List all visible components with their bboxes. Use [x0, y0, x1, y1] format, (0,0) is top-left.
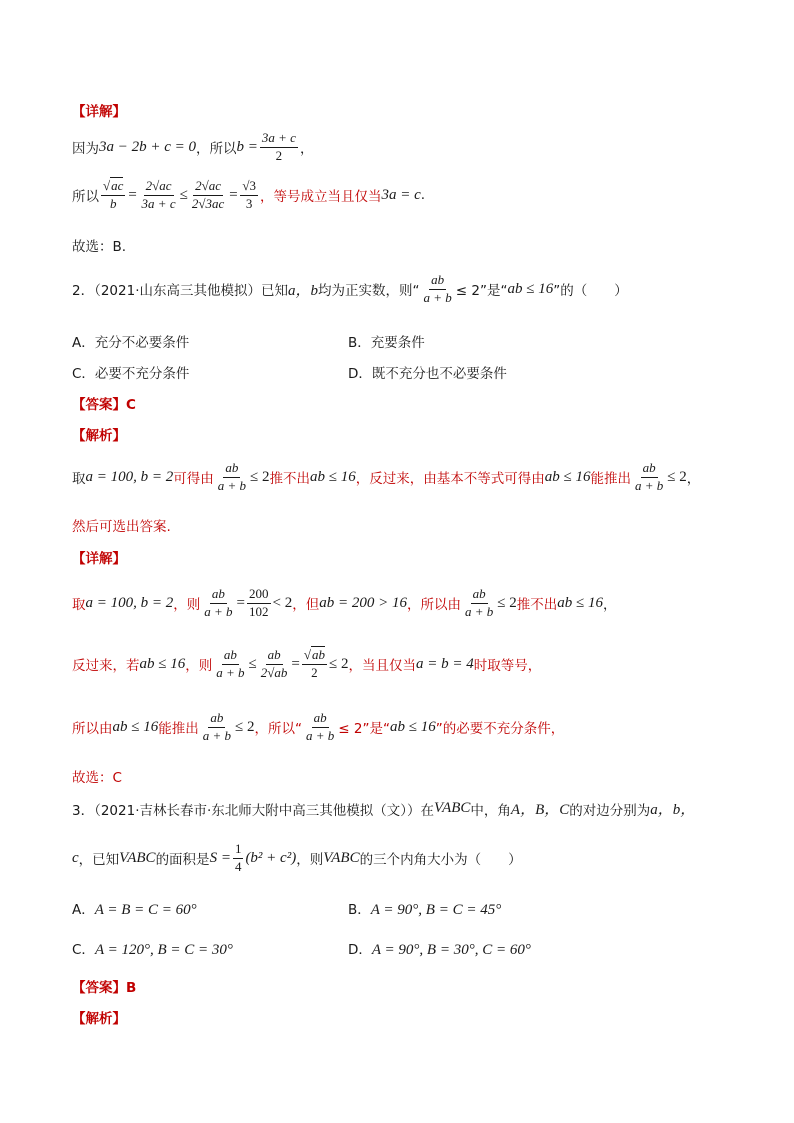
equation: ≤ 2: [250, 468, 270, 485]
equation: ab ≤ 16: [507, 280, 554, 297]
equation: ab ≤ 16: [544, 468, 591, 485]
text: .: [420, 187, 426, 204]
denominator: 3: [245, 195, 253, 211]
equation: ab = 200 > 16: [319, 594, 407, 611]
triangle: VABC: [434, 800, 471, 816]
fraction: [247, 587, 271, 620]
option-b: B．充要条件: [348, 335, 425, 351]
detail-tag: 【详解】: [72, 551, 126, 567]
numerator: ab: [222, 648, 239, 665]
solution-line-1: [72, 131, 313, 164]
triangle: VABC: [119, 849, 156, 866]
detail-tag: 【详解】: [72, 104, 126, 120]
analysis-line-2: [72, 515, 171, 535]
equation: ab ≤ 16: [112, 718, 159, 735]
text: 可得由: [173, 471, 214, 488]
detail-line-2: [72, 648, 541, 681]
denominator: 2√ab: [260, 664, 288, 680]
operator: =: [228, 186, 239, 203]
numerator: 2√ac: [193, 179, 223, 196]
text: 3．（2021·吉林长春市·东北师大附中高三其他模拟（文））在: [72, 802, 435, 819]
option-letter: A．: [72, 902, 95, 918]
variables: A，B，C: [510, 802, 570, 818]
text: ，则: [185, 658, 213, 675]
operator: =: [127, 186, 138, 203]
sqrt-content: ab: [312, 647, 325, 662]
text: ，: [602, 597, 617, 614]
text: ”的（ ）: [553, 283, 628, 300]
fraction: [202, 587, 234, 620]
numerator: 3a + c: [260, 131, 298, 148]
text: 的三个内角大小为（ ）: [359, 852, 522, 869]
fraction: [302, 648, 327, 681]
question-3-stem-2: [72, 842, 522, 875]
numerator: ab: [312, 711, 329, 728]
option-text: A = 90°, B = 30°, C = 60°: [371, 942, 531, 958]
option-text: A = B = C = 60°: [94, 902, 197, 918]
text: 取: [72, 471, 86, 488]
fraction: [190, 179, 226, 212]
numerator: 2√ac: [144, 179, 174, 196]
text: ”的必要不充分条件，: [435, 721, 565, 738]
text: 的对边分别为: [569, 802, 651, 819]
text: ，但: [292, 597, 320, 614]
denominator: b: [109, 195, 117, 211]
option-c: [72, 938, 233, 959]
text: ，则: [173, 597, 201, 614]
text: ，则: [296, 852, 324, 869]
operator: ≤: [248, 655, 257, 672]
text: 推不出: [516, 597, 558, 614]
denominator: a + b: [464, 603, 494, 619]
text: ，所以由: [406, 597, 461, 614]
numerator: √3: [240, 179, 258, 196]
analysis-tag: 【解析】: [72, 428, 126, 444]
variable: c: [72, 849, 79, 866]
denominator: a + b: [306, 727, 335, 743]
denominator: 2: [275, 147, 283, 163]
option-d: [348, 938, 531, 959]
numerator: ab: [208, 711, 225, 728]
question-3-stem-1: [72, 798, 695, 819]
denominator: a + b: [423, 289, 452, 305]
fraction: [140, 179, 178, 212]
option-a: A．充分不必要条件: [72, 335, 190, 351]
option-letter: D．: [348, 942, 372, 958]
equation: ab ≤ 16: [389, 718, 436, 735]
operator: =: [291, 655, 300, 672]
denominator: 2: [311, 664, 318, 680]
denominator: 3a + c: [141, 195, 176, 211]
equation: S =: [209, 849, 231, 866]
numerator: ab: [471, 587, 488, 604]
denominator: a + b: [202, 727, 232, 743]
denominator: 102: [249, 603, 269, 619]
equation: a = b = 4: [415, 655, 474, 672]
answer-choice-line: [72, 235, 126, 255]
text: ，当且仅当: [348, 658, 416, 675]
text: 推不出: [269, 471, 311, 488]
fraction: [463, 587, 495, 620]
answer-line: [72, 393, 136, 413]
answer-tag: 【答案】B: [72, 980, 137, 996]
equation: a = 100, b = 2: [85, 468, 174, 485]
text: ，所以“: [254, 721, 302, 738]
operator: ≤: [179, 186, 188, 203]
sqrt-content: ac: [111, 178, 124, 193]
fraction: [259, 648, 290, 681]
equation: ≤ 2: [329, 655, 349, 672]
analysis-tag: 【解析】: [72, 1011, 126, 1027]
solution-line-2: [72, 179, 425, 212]
option-d: D．既不充分也不必要条件: [348, 366, 507, 382]
option-a: [72, 898, 197, 919]
numerator: ab: [641, 461, 658, 478]
equation: < 2: [272, 594, 293, 611]
equation: ≤ 2: [497, 594, 517, 611]
variables: a，b，: [650, 802, 696, 818]
text: 故选：C: [72, 770, 122, 786]
text: 中，角: [470, 802, 511, 819]
denominator: 4: [234, 858, 242, 874]
text: 因为: [72, 141, 99, 158]
text: ≤ 2”是“: [455, 283, 508, 300]
text: ，: [299, 141, 314, 158]
text: ，反过来，由基本不等式可得由: [355, 471, 545, 488]
answer-tag: 【答案】C: [72, 397, 136, 413]
equation: ab ≤ 16: [139, 655, 186, 672]
equation: ab ≤ 16: [310, 468, 356, 485]
fraction: [216, 461, 248, 494]
denominator: a + b: [634, 477, 664, 493]
text: 故选：B.: [72, 239, 127, 255]
fraction: [633, 461, 665, 494]
text: ，: [686, 471, 701, 488]
numerator: √ac: [101, 179, 125, 196]
equation: a = 100, b = 2: [85, 594, 174, 611]
option-letter: B．: [348, 902, 371, 918]
answer-line-3: [72, 976, 136, 996]
analysis-heading: [72, 424, 126, 444]
text: 所以: [72, 189, 99, 206]
text: 2．（2021·山东高三其他模拟）已知: [72, 283, 288, 300]
text: 然后可选出答案.: [72, 519, 171, 535]
question-2-stem: [72, 273, 628, 306]
fraction: [304, 711, 336, 744]
numerator: ab: [223, 461, 240, 478]
detail-heading-2: [72, 547, 126, 567]
equation: ≤ 2: [235, 718, 255, 735]
text: 能推出: [158, 721, 199, 738]
denominator: 2√3ac: [191, 195, 225, 211]
fraction: [201, 711, 233, 744]
numerator: 1: [233, 842, 244, 859]
numerator: ab: [266, 648, 283, 665]
text: ≤ 2”是“: [338, 721, 390, 738]
option-letter: C．: [72, 942, 95, 958]
numerator: √ab: [302, 648, 327, 665]
text: 时取等号，: [473, 658, 542, 675]
denominator: a + b: [204, 603, 233, 619]
detail-line-3: [72, 711, 564, 744]
text: 的面积是: [155, 852, 210, 869]
numerator: ab: [210, 587, 227, 604]
analysis-heading-3: [72, 1007, 126, 1027]
equation: (b² + c²): [245, 849, 297, 866]
text: ，已知: [78, 852, 120, 869]
fraction: [422, 273, 454, 306]
detail-heading: [72, 100, 126, 120]
option-b: [348, 898, 501, 919]
fraction: [260, 131, 298, 164]
equation: ≤ 2: [667, 468, 687, 485]
equation: 3a − 2b + c = 0: [99, 138, 197, 155]
analysis-line-1: [72, 461, 700, 494]
option-text: A = 120°, B = C = 30°: [94, 942, 233, 958]
option-c: C．必要不充分条件: [72, 366, 190, 382]
text: 取: [72, 597, 86, 614]
text: 均为正实数，则“: [318, 283, 420, 300]
equation: 3a = c: [381, 186, 421, 203]
detail-line-1: [72, 587, 616, 620]
fraction: [214, 648, 246, 681]
fraction: [240, 179, 258, 212]
fraction: [233, 842, 244, 875]
operator: =: [236, 594, 245, 611]
detail-line-4: [72, 766, 122, 786]
equation: b =: [236, 138, 258, 155]
numerator: 200: [247, 587, 271, 604]
numerator: ab: [429, 273, 446, 290]
text: 所以由: [72, 721, 113, 738]
option-text: A = 90°, B = C = 45°: [370, 902, 502, 918]
denominator: a + b: [216, 664, 245, 680]
equation: ab ≤ 16: [557, 594, 603, 611]
denominator: a + b: [217, 477, 247, 493]
fraction: [101, 179, 125, 212]
text: ，所以: [196, 141, 237, 158]
triangle: VABC: [323, 849, 360, 866]
text: ，等号成立当且仅当: [260, 189, 382, 206]
text: 反过来，若: [72, 658, 140, 675]
text: 能推出: [590, 471, 631, 488]
variables: a，b: [288, 282, 319, 299]
